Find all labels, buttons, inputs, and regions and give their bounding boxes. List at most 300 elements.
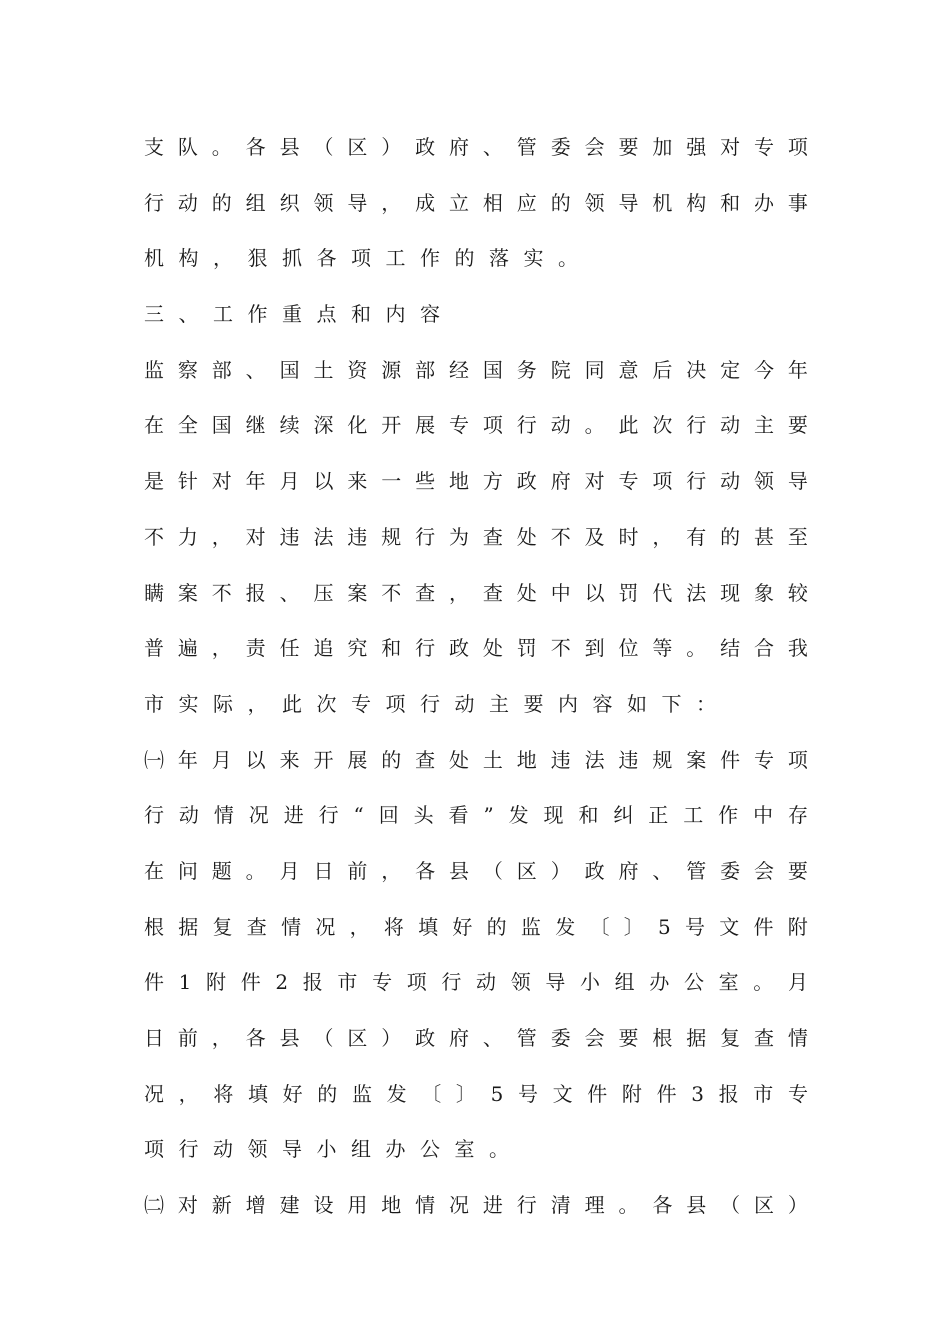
text-char: 办	[649, 970, 670, 995]
text-char: 加	[652, 135, 673, 159]
text-char: 县	[279, 1026, 300, 1050]
text-char: 追	[313, 636, 334, 661]
text-char: 府	[550, 469, 571, 494]
text-char: 、	[482, 135, 503, 159]
text-char: 各	[245, 135, 266, 159]
text-char: 来	[279, 747, 300, 772]
text-char: 是	[144, 469, 164, 494]
text-char: ”	[483, 803, 494, 828]
text-char: 开	[381, 413, 402, 438]
text-char: 、	[279, 580, 300, 605]
text-char: 小	[316, 1137, 337, 1162]
text-char: 件	[656, 1081, 677, 1106]
text-char: 填	[418, 914, 439, 939]
text-char: 据	[686, 1026, 707, 1050]
text-char: 组	[351, 1137, 371, 1162]
text-char: 方	[482, 469, 503, 494]
text-char: （	[313, 135, 334, 159]
text-char: 违	[618, 747, 639, 772]
text-char: 部	[415, 357, 436, 382]
text-char: 案	[177, 580, 198, 605]
text-char: 作	[247, 302, 268, 327]
text-char: 展	[347, 747, 368, 772]
text-char: 情	[415, 1193, 436, 1218]
text-char: 务	[516, 357, 537, 382]
text-char: 普	[144, 636, 164, 661]
text-char: 正	[648, 803, 669, 828]
text-char: 事	[787, 190, 808, 215]
text-char: 针	[177, 469, 198, 494]
text-char: 全	[177, 413, 198, 438]
text-char: 市	[144, 691, 164, 716]
text-char: 动	[550, 413, 571, 438]
text-char: ：	[696, 691, 716, 716]
text-char: 政	[449, 636, 470, 661]
text-char: 政	[584, 858, 605, 883]
text-char: 的	[720, 524, 741, 549]
text-char: 报	[302, 970, 323, 995]
text-char: 领	[313, 190, 334, 215]
text-char: 根	[652, 1026, 673, 1050]
text-char: 情	[213, 803, 234, 828]
text-char: 行	[686, 469, 707, 494]
text-line	[144, 510, 808, 566]
text-char: ㈡	[144, 1193, 164, 1218]
text-char: 市	[753, 1081, 774, 1106]
text-char: 内	[558, 691, 578, 716]
text-line	[144, 566, 808, 622]
text-char: 结	[720, 636, 741, 661]
text-char: 地	[449, 469, 470, 494]
text-char: 行	[415, 524, 436, 549]
text-char: 落	[489, 246, 509, 271]
text-char: 容	[420, 302, 440, 327]
text-char: 较	[787, 580, 808, 605]
text-line	[144, 454, 808, 510]
text-char: 今	[754, 357, 775, 382]
text-char: 一	[381, 469, 402, 494]
text-char: 县	[449, 858, 470, 883]
text-char: 设	[313, 1193, 334, 1218]
text-line	[144, 120, 808, 176]
text-char: 要	[787, 858, 808, 883]
text-char: 前	[177, 1026, 198, 1050]
text-line	[144, 844, 808, 900]
text-char: 监	[144, 357, 164, 382]
list-item-line	[144, 1178, 808, 1234]
text-char: 的	[211, 190, 232, 215]
text-char: 国	[211, 413, 232, 438]
text-char: 我	[787, 636, 808, 661]
text-char: 根	[144, 914, 164, 939]
text-char: 导	[282, 1137, 302, 1162]
text-char: 经	[449, 357, 470, 382]
text-char: 附	[206, 970, 227, 995]
text-char: 动	[476, 970, 497, 995]
text-char: 要	[618, 135, 639, 159]
text-char: 发	[386, 1081, 407, 1106]
text-char: 组	[245, 190, 266, 215]
text-char: 法	[584, 747, 605, 772]
text-char: 动	[177, 190, 198, 215]
text-char: 违	[347, 524, 368, 549]
text-char: 织	[279, 190, 300, 215]
text-char: 行	[516, 1193, 537, 1218]
text-char: 压	[313, 580, 334, 605]
text-line	[144, 1067, 808, 1123]
text-char: 要	[787, 413, 808, 438]
text-char: 院	[550, 357, 571, 382]
text-char: 。	[558, 246, 578, 271]
text-char: 中	[753, 803, 774, 828]
text-char: 强	[686, 135, 707, 159]
text-char: 次	[316, 691, 337, 716]
text-char: 管	[686, 858, 707, 883]
text-char: 行	[178, 1137, 199, 1162]
text-char: 公	[683, 970, 704, 995]
text-char: 问	[177, 858, 198, 883]
text-char: 主	[489, 691, 509, 716]
text-char: 各	[245, 1026, 266, 1050]
text-char: 实	[523, 246, 544, 271]
text-char: （	[482, 858, 503, 883]
text-char: 位	[618, 636, 639, 661]
text-char: 作	[420, 246, 440, 271]
text-char: 时	[618, 524, 639, 549]
text-char: ，	[247, 691, 268, 716]
text-char: 政	[415, 135, 436, 159]
text-char: 国	[279, 357, 300, 382]
text-char: 资	[347, 357, 368, 382]
text-char: 各	[415, 858, 436, 883]
text-char: 用	[347, 1193, 368, 1218]
text-line	[144, 955, 808, 1011]
text-char: 〔	[589, 914, 610, 939]
text-char: 开	[313, 747, 334, 772]
text-char: 。	[211, 135, 232, 159]
text-char: 些	[415, 469, 436, 494]
text-char: 违	[550, 747, 571, 772]
text-char: 法	[313, 524, 334, 549]
text-char: 区	[754, 1193, 775, 1218]
text-char: 不	[211, 580, 232, 605]
text-char: ，	[349, 914, 370, 939]
text-char: 不	[550, 524, 571, 549]
text-char: 法	[686, 580, 707, 605]
text-char: 及	[584, 524, 605, 549]
text-char: 同	[584, 357, 605, 382]
text-char: 存	[787, 803, 808, 828]
text-char: 。	[753, 970, 774, 995]
text-char: 立	[449, 190, 470, 215]
text-char: 查	[482, 524, 503, 549]
text-char: 文	[719, 914, 740, 939]
text-char: 项	[406, 970, 427, 995]
text-char: 区	[516, 858, 537, 883]
text-char: 领	[584, 190, 605, 215]
text-char: 国	[482, 357, 503, 382]
text-char: 行	[686, 413, 707, 438]
text-char: 抓	[282, 246, 302, 271]
text-char: 报	[718, 1081, 739, 1106]
text-char: 况	[144, 1081, 164, 1106]
text-char: 委	[550, 1026, 571, 1050]
text-char: 。	[618, 1193, 639, 1218]
text-char: 好	[452, 914, 473, 939]
text-char: 处	[516, 580, 537, 605]
text-char: 领	[754, 469, 775, 494]
text-char: 项	[385, 691, 406, 716]
text-char: 专	[372, 970, 393, 995]
text-char: 县	[686, 1193, 707, 1218]
text-char: 3	[691, 1081, 704, 1106]
text-line	[144, 176, 808, 232]
text-char: 日	[313, 858, 334, 883]
text-line	[144, 900, 808, 956]
text-char: 主	[754, 413, 775, 438]
text-char: ，	[178, 1081, 199, 1106]
text-char: 公	[420, 1137, 440, 1162]
text-line	[144, 1011, 808, 1067]
text-char: 土	[482, 747, 503, 772]
text-char: 增	[245, 1193, 266, 1218]
text-char: 察	[177, 357, 198, 382]
text-char: 意	[618, 357, 639, 382]
text-char: 号	[517, 1081, 538, 1106]
text-char: 〔	[421, 1081, 442, 1106]
text-char: 来	[347, 469, 368, 494]
text-char: 县	[279, 135, 300, 159]
text-char: ）	[787, 1193, 808, 1218]
text-line	[144, 1122, 808, 1178]
text-char: 前	[347, 858, 368, 883]
text-char: 地	[381, 1193, 402, 1218]
text-char: 府	[449, 1026, 470, 1050]
text-char: 象	[754, 580, 775, 605]
text-char: 号	[684, 914, 705, 939]
text-char: 情	[281, 914, 302, 939]
text-char: “	[353, 803, 364, 828]
text-char: 三	[144, 302, 164, 327]
text-char: 下	[661, 691, 682, 716]
text-char: 专	[787, 1081, 808, 1106]
text-char: 查	[415, 747, 436, 772]
text-char: 在	[144, 413, 164, 438]
text-char: 2	[275, 970, 289, 995]
text-char: 行	[144, 190, 164, 215]
text-char: ，	[449, 580, 470, 605]
text-char: 室	[454, 1137, 475, 1162]
text-char: 年	[177, 747, 198, 772]
text-char: 报	[245, 580, 266, 605]
text-char: 理	[584, 1193, 605, 1218]
text-char: 行	[415, 636, 436, 661]
text-char: 查	[415, 580, 436, 605]
text-char: 为	[449, 524, 470, 549]
text-char: 填	[247, 1081, 268, 1106]
text-char: ）	[381, 1026, 402, 1050]
text-char: 区	[347, 1026, 368, 1050]
text-char: 件	[587, 1081, 608, 1106]
text-line	[144, 343, 808, 399]
text-char: 管	[516, 1026, 537, 1050]
text-line	[144, 398, 808, 454]
text-line	[144, 231, 808, 287]
text-char: 好	[282, 1081, 303, 1106]
text-char: 行	[420, 691, 440, 716]
text-char: 各	[652, 1193, 673, 1218]
text-char: 力	[177, 524, 198, 549]
text-char: 专	[754, 747, 775, 772]
text-char: 委	[720, 858, 741, 883]
text-char: 遍	[177, 636, 198, 661]
text-char: 项	[787, 747, 808, 772]
text-char: 导	[347, 190, 368, 215]
text-char: 纠	[613, 803, 634, 828]
text-char: 的	[381, 747, 402, 772]
text-char: ，	[652, 524, 673, 549]
text-char: 头	[413, 803, 434, 828]
text-char: 组	[614, 970, 635, 995]
text-char: 各	[316, 246, 337, 271]
text-char: 实	[178, 691, 199, 716]
text-char: 专	[351, 691, 371, 716]
text-char: 进	[482, 1193, 503, 1218]
text-char: 行	[516, 413, 537, 438]
text-char: 至	[787, 524, 808, 549]
text-char: 动	[178, 803, 199, 828]
text-char: 的	[317, 1081, 338, 1106]
text-char: 构	[686, 190, 707, 215]
text-char: 将	[213, 1081, 234, 1106]
text-char: 导	[618, 190, 639, 215]
text-char: 件	[240, 970, 261, 995]
text-char: 以	[245, 747, 266, 772]
text-char: 年	[787, 357, 808, 382]
text-char: 的	[550, 190, 571, 215]
text-char: 室	[718, 970, 739, 995]
text-char: 动	[213, 1137, 233, 1162]
text-line	[144, 677, 808, 733]
text-char: 、	[178, 302, 199, 327]
text-char: 展	[415, 413, 436, 438]
text-char: 动	[720, 469, 741, 494]
text-char: 中	[550, 580, 571, 605]
text-char: 案	[347, 580, 368, 605]
text-char: 日	[144, 1026, 164, 1050]
text-char: 委	[550, 135, 571, 159]
text-char: 不	[550, 636, 571, 661]
text-line	[144, 621, 808, 677]
text-char: 和	[720, 190, 741, 215]
text-char: 市	[337, 970, 358, 995]
text-char: 点	[316, 302, 337, 327]
text-char: 项	[351, 246, 371, 271]
text-char: 发	[555, 914, 576, 939]
text-char: 领	[510, 970, 531, 995]
text-char: 月	[279, 469, 300, 494]
text-char: 续	[279, 413, 300, 438]
text-char: 深	[313, 413, 334, 438]
text-char: 府	[449, 135, 470, 159]
text-char: 件	[144, 970, 164, 995]
text-char: （	[313, 1026, 334, 1050]
text-char: 后	[652, 357, 673, 382]
text-char: 容	[592, 691, 613, 716]
text-char: 领	[247, 1137, 268, 1162]
text-char: 题	[211, 858, 232, 883]
text-char: 此	[282, 691, 302, 716]
text-char: 导	[545, 970, 566, 995]
text-char: 月	[279, 858, 300, 883]
text-char: 究	[347, 636, 368, 661]
text-char: 机	[652, 190, 673, 215]
text-char: 〕	[455, 1081, 476, 1106]
text-char: 项	[144, 1137, 164, 1162]
text-char: 月	[211, 747, 232, 772]
text-char: 对	[245, 524, 266, 549]
text-char: 的	[486, 914, 507, 939]
text-char: 。	[686, 636, 707, 661]
text-char: 要	[523, 691, 544, 716]
text-char: 看	[448, 803, 469, 828]
text-char: ，	[213, 246, 233, 271]
text-char: 5	[490, 1081, 504, 1106]
text-char: 现	[720, 580, 741, 605]
text-char: 政	[415, 1026, 436, 1050]
text-char: 新	[211, 1193, 232, 1218]
text-char: 支	[144, 135, 164, 159]
text-char: 项	[787, 135, 808, 159]
text-char: 定	[720, 357, 741, 382]
text-char: 源	[381, 357, 402, 382]
text-char: 处	[449, 747, 470, 772]
text-char: 办	[754, 190, 775, 215]
text-char: 件	[753, 914, 774, 939]
text-char: 规	[652, 747, 673, 772]
text-char: 机	[144, 246, 164, 271]
text-char: 责	[245, 636, 266, 661]
text-char: 任	[279, 636, 300, 661]
text-char: 和	[381, 636, 402, 661]
text-char: 次	[652, 413, 673, 438]
list-item-line	[144, 733, 808, 789]
text-char: 不	[381, 580, 402, 605]
text-char: 办	[385, 1137, 406, 1162]
text-char: 况	[315, 914, 336, 939]
text-char: 会	[754, 858, 775, 883]
text-char: 部	[211, 357, 232, 382]
text-char: 行	[441, 970, 462, 995]
text-char: 对	[720, 135, 741, 159]
text-char: 件	[720, 747, 741, 772]
text-char: 查	[246, 914, 267, 939]
text-char: 。	[245, 858, 266, 883]
text-char: 5	[657, 914, 671, 939]
text-char: 1	[178, 970, 192, 995]
text-char: 和	[578, 803, 599, 828]
text-char: 动	[720, 413, 741, 438]
text-char: 据	[178, 914, 199, 939]
text-char: 决	[686, 357, 707, 382]
text-char: 和	[351, 302, 371, 327]
text-char: 行	[318, 803, 339, 828]
text-char: 专	[754, 135, 775, 159]
text-char: 情	[787, 1026, 808, 1050]
text-char: 罚	[516, 636, 537, 661]
text-char: 应	[516, 190, 537, 215]
text-char: 项	[482, 413, 503, 438]
